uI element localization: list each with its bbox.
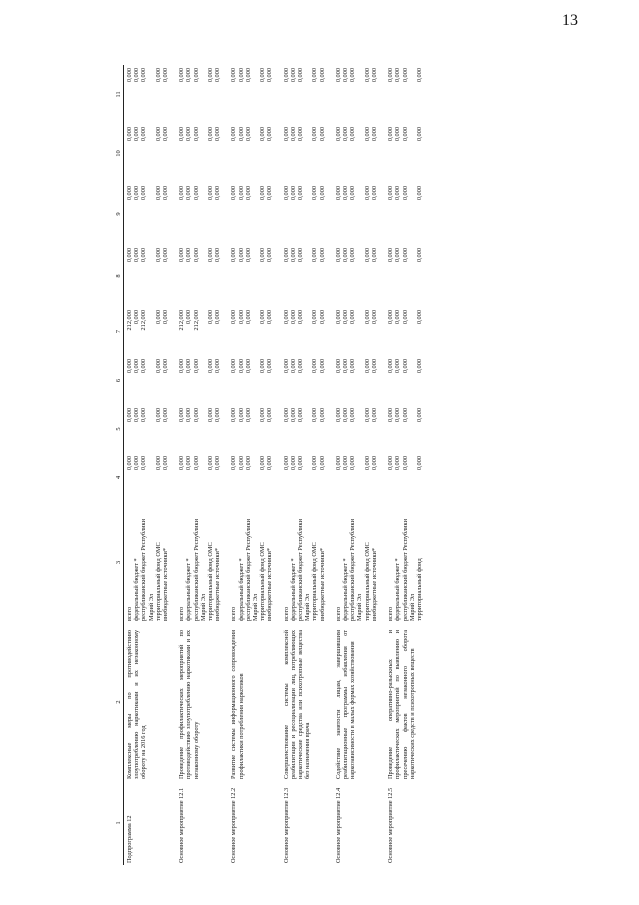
value-cell: 0,000 [318, 456, 326, 471]
value-cell: 212,000 [178, 310, 186, 331]
funding-source: всего [334, 606, 342, 621]
value-cell: 0,000 [178, 127, 186, 142]
value-cell: 0,000 [214, 408, 222, 423]
value-cell: 0,000 [178, 408, 186, 423]
value-cell: 0,000 [185, 408, 193, 423]
value-cell: 0,000 [185, 456, 193, 471]
value-cell: 0,000 [415, 248, 423, 263]
value-cell: 0,000 [244, 310, 252, 325]
value-cell: 0,000 [297, 68, 305, 83]
value-cell: 0,000 [415, 456, 423, 471]
col-header-2: 2 [110, 623, 124, 781]
value-cell: 0,000 [387, 408, 395, 423]
value-cell: 0,000 [192, 248, 200, 263]
value-cell: 0,000 [154, 310, 162, 325]
value-cell: 0,000 [363, 310, 371, 325]
value-cell: 0,000 [237, 310, 245, 325]
funding-source: федеральный бюджет * [394, 558, 402, 621]
value-cell: 0,000 [401, 186, 409, 201]
value-cell: 0,000 [126, 456, 133, 471]
value-cell: 0,000 [162, 186, 170, 201]
value-cell: 0,000 [318, 127, 326, 142]
value-cell: 0,000 [178, 248, 186, 263]
value-cell: 0,000 [394, 186, 402, 201]
value-cell: 0,000 [289, 127, 297, 142]
value-cell: 0,000 [342, 248, 350, 263]
value-cell: 0,000 [162, 248, 170, 263]
value-cell: 0,000 [282, 248, 290, 263]
value-cell: 0,000 [334, 186, 342, 201]
value-cell: 0,000 [394, 248, 402, 263]
value-cell: 0,000 [140, 248, 148, 263]
value-cell: 0,000 [349, 68, 357, 83]
value-cell: 212,000 [126, 310, 133, 331]
value-cell: 0,000 [311, 68, 319, 83]
program-name: Содействие занятости лицам, завершившим реабилитационные программы избавления от наркозависимости в малых формах хозяйствования [334, 630, 357, 779]
value-cell: 0,000 [282, 456, 290, 471]
funding-source: территориальный фонд ОМС [207, 542, 215, 621]
value-cell: 0,000 [394, 127, 402, 142]
value-cell: 0,000 [297, 186, 305, 201]
value-cell: 0,000 [370, 359, 378, 374]
table-body [124, 65, 431, 865]
value-cell: 0,000 [259, 359, 267, 374]
funding-source: внебюджетные источники* [318, 547, 326, 621]
value-cell: 0,000 [192, 359, 200, 374]
value-cell: 0,000 [370, 68, 378, 83]
value-cell: 0,000 [289, 248, 297, 263]
program-code: Основное мероприятие 12.4 [334, 787, 342, 863]
value-cell: 0,000 [297, 408, 305, 423]
value-cell: 0,000 [266, 408, 274, 423]
table-row [281, 65, 290, 865]
value-cell: 0,000 [311, 359, 319, 374]
value-cell: 0,000 [244, 248, 252, 263]
program-name: Комплексные меры по противодействию злоупотреблению наркотиками и их незаконному обороту на 2016 год [126, 630, 148, 779]
value-cell: 0,000 [318, 68, 326, 83]
value-cell: 0,000 [363, 456, 371, 471]
value-cell: 0,000 [244, 68, 252, 83]
value-cell: 0,000 [259, 127, 267, 142]
value-cell: 0,000 [140, 408, 148, 423]
table-row [333, 65, 342, 865]
value-cell: 0,000 [154, 408, 162, 423]
value-cell: 0,000 [289, 310, 297, 325]
value-cell: 0,000 [133, 248, 141, 263]
budget-table [110, 65, 430, 865]
value-cell: 0,000 [370, 248, 378, 263]
col-header-4: 4 [110, 453, 124, 502]
value-cell: 0,000 [342, 456, 350, 471]
value-cell: 0,000 [289, 408, 297, 423]
funding-source: всего [282, 606, 290, 621]
value-cell: 0,000 [297, 127, 305, 142]
rotated-table-wrapper [110, 65, 585, 865]
funding-source: республиканский бюджет Республики Марий Эл [297, 519, 312, 621]
value-cell: 0,000 [237, 359, 245, 374]
value-cell: 0,000 [349, 408, 357, 423]
value-cell: 0,000 [266, 127, 274, 142]
value-cell: 0,000 [133, 456, 141, 471]
value-cell: 0,000 [207, 456, 215, 471]
value-cell: 0,000 [363, 408, 371, 423]
funding-source: всего [230, 606, 238, 621]
value-cell: 0,000 [154, 186, 162, 201]
funding-source: федеральный бюджет * [237, 558, 245, 621]
value-cell: 0,000 [230, 456, 238, 471]
value-cell: 0,000 [401, 127, 409, 142]
col-header-8: 8 [110, 245, 124, 307]
value-cell: 0,000 [259, 456, 267, 471]
value-cell: 0,000 [266, 68, 274, 83]
value-cell: 0,000 [282, 408, 290, 423]
value-cell: 0,000 [401, 68, 409, 83]
program-code: Основное мероприятие 12.2 [230, 787, 238, 863]
value-cell: 0,000 [207, 127, 215, 142]
value-cell: 0,000 [394, 408, 402, 423]
value-cell: 0,000 [334, 248, 342, 263]
funding-source: всего [178, 606, 186, 621]
value-cell: 0,000 [282, 359, 290, 374]
value-cell: 0,000 [126, 186, 133, 201]
value-cell: 0,000 [244, 359, 252, 374]
value-cell: 0,000 [259, 310, 267, 325]
value-cell: 0,000 [154, 456, 162, 471]
value-cell: 0,000 [133, 408, 141, 423]
value-cell: 0,000 [266, 359, 274, 374]
value-cell: 0,000 [415, 127, 423, 142]
value-cell: 0,000 [394, 456, 402, 471]
value-cell: 0,000 [401, 310, 409, 325]
value-cell: 0,000 [394, 310, 402, 325]
value-cell: 0,000 [415, 310, 423, 325]
value-cell: 0,000 [162, 359, 170, 374]
page-number: 13 [562, 12, 578, 29]
value-cell: 0,000 [282, 186, 290, 201]
program-code: Основное мероприятие 12.1 [178, 787, 186, 863]
value-cell: 0,000 [126, 359, 133, 374]
value-cell: 0,000 [207, 359, 215, 374]
value-cell: 0,000 [154, 68, 162, 83]
value-cell: 0,000 [266, 186, 274, 201]
program-code: Основное мероприятие 12.3 [282, 787, 290, 863]
value-cell: 0,000 [259, 408, 267, 423]
value-cell: 0,000 [349, 248, 357, 263]
value-cell: 0,000 [230, 186, 238, 201]
value-cell: 0,000 [237, 248, 245, 263]
value-cell: 0,000 [387, 127, 395, 142]
value-cell: 0,000 [334, 456, 342, 471]
program-name: Совершенствование системы комплексной реабилитации и ресоциализации лиц, потребляющих наркотические средства или психотропные вещества без назначения врача [282, 630, 312, 779]
value-cell: 0,000 [387, 359, 395, 374]
value-cell: 0,000 [311, 408, 319, 423]
value-cell: 0,000 [192, 456, 200, 471]
value-cell: 0,000 [244, 408, 252, 423]
value-cell: 0,000 [244, 456, 252, 471]
value-cell: 0,000 [297, 456, 305, 471]
value-cell: 0,000 [415, 186, 423, 201]
value-cell: 0,000 [342, 68, 350, 83]
value-cell: 0,000 [207, 248, 215, 263]
value-cell: 0,000 [140, 359, 148, 374]
col-header-7: 7 [110, 307, 124, 356]
value-cell: 0,000 [311, 248, 319, 263]
funding-source: республиканский бюджет Республики Марий Эл [244, 519, 260, 621]
value-cell: 0,000 [140, 186, 148, 201]
value-cell: 0,000 [266, 248, 274, 263]
value-cell: 0,000 [387, 310, 395, 325]
header-row [110, 65, 124, 865]
value-cell: 0,000 [192, 408, 200, 423]
value-cell: 0,000 [207, 68, 215, 83]
value-cell: 0,000 [387, 186, 395, 201]
value-cell: 0,000 [370, 456, 378, 471]
value-cell: 0,000 [214, 310, 222, 325]
value-cell: 0,000 [334, 359, 342, 374]
program-code: Основное мероприятие 12.5 [387, 787, 395, 863]
value-cell: 0,000 [311, 310, 319, 325]
value-cell: 0,000 [394, 68, 402, 83]
value-cell: 0,000 [311, 186, 319, 201]
value-cell: 0,000 [214, 127, 222, 142]
value-cell: 0,000 [237, 456, 245, 471]
value-cell: 0,000 [387, 68, 395, 83]
funding-source: республиканский бюджет Республики Марий Эл [349, 519, 364, 621]
value-cell: 0,000 [178, 68, 186, 83]
table-row [385, 65, 394, 865]
value-cell: 0,000 [244, 127, 252, 142]
value-cell: 0,000 [387, 248, 395, 263]
value-cell: 0,000 [126, 408, 133, 423]
value-cell: 0,000 [297, 310, 305, 325]
value-cell: 0,000 [282, 310, 290, 325]
value-cell: 0,000 [370, 408, 378, 423]
value-cell: 0,000 [342, 186, 350, 201]
col-header-9: 9 [110, 183, 124, 245]
value-cell: 0,000 [154, 359, 162, 374]
value-cell: 0,000 [363, 68, 371, 83]
value-cell: 0,000 [318, 408, 326, 423]
value-cell: 0,000 [154, 127, 162, 142]
value-cell: 0,000 [334, 408, 342, 423]
value-cell: 0,000 [126, 248, 133, 263]
funding-source: территориальный фонд ОМС [154, 542, 162, 621]
value-cell: 0,000 [311, 456, 319, 471]
value-cell: 0,000 [415, 359, 423, 374]
value-cell: 0,000 [162, 68, 170, 83]
funding-source: территориальный фонд ОМС [363, 542, 371, 621]
value-cell: 0,000 [318, 186, 326, 201]
value-cell: 0,000 [266, 310, 274, 325]
value-cell: 0,000 [318, 310, 326, 325]
funding-source: внебюджетные источники* [266, 547, 274, 621]
funding-source: внебюджетные источники* [162, 547, 170, 621]
funding-source: федеральный бюджет * [289, 558, 297, 621]
value-cell: 0,000 [214, 456, 222, 471]
funding-source: территориальный фонд [415, 558, 423, 621]
table-row [176, 65, 185, 865]
table-row [228, 65, 237, 865]
value-cell: 0,000 [207, 408, 215, 423]
value-cell: 0,000 [297, 359, 305, 374]
value-cell: 0,000 [401, 359, 409, 374]
funding-source: республиканский бюджет Республики Марий Эл [401, 519, 416, 621]
value-cell: 0,000 [214, 359, 222, 374]
value-cell: 0,000 [349, 186, 357, 201]
value-cell: 0,000 [289, 68, 297, 83]
value-cell: 0,000 [282, 127, 290, 142]
value-cell: 0,000 [185, 127, 193, 142]
value-cell: 0,000 [230, 359, 238, 374]
value-cell: 0,000 [230, 127, 238, 142]
value-cell: 0,000 [133, 127, 141, 142]
value-cell: 0,000 [154, 248, 162, 263]
value-cell: 0,000 [342, 127, 350, 142]
value-cell: 0,000 [230, 310, 238, 325]
value-cell: 0,000 [214, 68, 222, 83]
value-cell: 0,000 [162, 408, 170, 423]
value-cell: 0,000 [140, 456, 148, 471]
value-cell: 0,000 [266, 456, 274, 471]
value-cell: 0,000 [387, 456, 395, 471]
value-cell: 0,000 [230, 68, 238, 83]
value-cell: 0,000 [237, 186, 245, 201]
funding-source: внебюджетные источники* [214, 547, 222, 621]
value-cell: 0,000 [342, 408, 350, 423]
funding-source: всего [126, 606, 133, 621]
value-cell: 0,000 [349, 310, 357, 325]
value-cell: 0,000 [370, 127, 378, 142]
value-cell: 0,000 [259, 248, 267, 263]
col-header-10: 10 [110, 124, 124, 183]
value-cell: 0,000 [349, 359, 357, 374]
table-row [124, 65, 134, 865]
program-name: Развитие системы информационного сопровождения профилактики потребления наркотиков [230, 630, 245, 779]
value-cell: 0,000 [140, 127, 148, 142]
value-cell: 0,000 [415, 68, 423, 83]
value-cell: 0,000 [185, 186, 193, 201]
value-cell: 0,000 [394, 359, 402, 374]
col-header-3: 3 [110, 502, 124, 623]
value-cell: 0,000 [289, 186, 297, 201]
value-cell: 0,000 [185, 68, 193, 83]
value-cell: 0,000 [162, 310, 170, 325]
col-header-5: 5 [110, 405, 124, 453]
funding-source: федеральный бюджет * [133, 558, 141, 621]
value-cell: 0,000 [126, 127, 133, 142]
value-cell: 0,000 [133, 186, 141, 201]
value-cell: 0,000 [334, 68, 342, 83]
value-cell: 0,000 [318, 248, 326, 263]
value-cell: 0,000 [289, 359, 297, 374]
value-cell: 0,000 [230, 408, 238, 423]
col-header-6: 6 [110, 356, 124, 405]
value-cell: 0,000 [230, 248, 238, 263]
value-cell: 0,000 [162, 127, 170, 142]
value-cell: 0,000 [259, 68, 267, 83]
value-cell: 0,000 [237, 127, 245, 142]
value-cell: 0,000 [162, 456, 170, 471]
value-cell: 0,000 [401, 408, 409, 423]
value-cell: 0,000 [140, 68, 148, 83]
value-cell: 0,000 [363, 359, 371, 374]
funding-source: федеральный бюджет * [342, 558, 350, 621]
value-cell: 0,000 [311, 127, 319, 142]
value-cell: 0,000 [185, 359, 193, 374]
funding-source: республиканский бюджет Республики Марий Эл [140, 519, 155, 621]
value-cell: 0,000 [192, 68, 200, 83]
value-cell: 0,000 [133, 310, 141, 325]
value-cell: 0,000 [297, 248, 305, 263]
program-name: Проведение оперативно-разыскных и профилактических мероприятий по выявлению и пресечению фактов незаконного оборота наркотических средств и психотропных веществ [387, 630, 416, 779]
value-cell: 0,000 [244, 186, 252, 201]
value-cell: 0,000 [214, 248, 222, 263]
value-cell: 0,000 [192, 186, 200, 201]
funding-source: территориальный фонд ОМС [311, 542, 319, 621]
program-name: Проведение профилактических мероприятий по противодействию злоупотреблению наркотиками и их незаконному обороту [178, 630, 200, 779]
value-cell: 0,000 [214, 186, 222, 201]
funding-source: всего [387, 606, 395, 621]
value-cell: 0,000 [133, 68, 141, 83]
value-cell: 212,000 [192, 310, 200, 331]
value-cell: 0,000 [185, 310, 193, 325]
value-cell: 0,000 [178, 456, 186, 471]
value-cell: 0,000 [289, 456, 297, 471]
value-cell: 0,000 [185, 248, 193, 263]
value-cell: 0,000 [370, 310, 378, 325]
value-cell: 0,000 [363, 248, 371, 263]
value-cell: 0,000 [342, 310, 350, 325]
value-cell: 0,000 [370, 186, 378, 201]
value-cell: 0,000 [401, 456, 409, 471]
value-cell: 0,000 [178, 186, 186, 201]
value-cell: 0,000 [133, 359, 141, 374]
value-cell: 0,000 [259, 186, 267, 201]
value-cell: 0,000 [192, 127, 200, 142]
value-cell: 212,000 [140, 310, 148, 331]
value-cell: 0,000 [237, 68, 245, 83]
value-cell: 0,000 [349, 456, 357, 471]
value-cell: 0,000 [282, 68, 290, 83]
funding-source: территориальный фонд ОМС [259, 542, 267, 621]
value-cell: 0,000 [126, 68, 133, 83]
funding-source: федеральный бюджет * [185, 558, 193, 621]
value-cell: 0,000 [334, 310, 342, 325]
funding-source: внебюджетные источники* [370, 547, 378, 621]
value-cell: 0,000 [342, 359, 350, 374]
value-cell: 0,000 [207, 310, 215, 325]
value-cell: 0,000 [178, 359, 186, 374]
funding-source: республиканский бюджет Республики Марий Эл [192, 519, 207, 621]
value-cell: 0,000 [349, 127, 357, 142]
value-cell: 0,000 [363, 127, 371, 142]
program-code: Подпрограмма 12 [126, 815, 133, 863]
value-cell: 0,000 [415, 408, 423, 423]
value-cell: 0,000 [207, 186, 215, 201]
value-cell: 0,000 [334, 127, 342, 142]
col-header-11: 11 [110, 65, 124, 124]
value-cell: 0,000 [401, 248, 409, 263]
col-header-1: 1 [110, 781, 124, 865]
value-cell: 0,000 [318, 359, 326, 374]
value-cell: 0,000 [363, 186, 371, 201]
value-cell: 0,000 [237, 408, 245, 423]
